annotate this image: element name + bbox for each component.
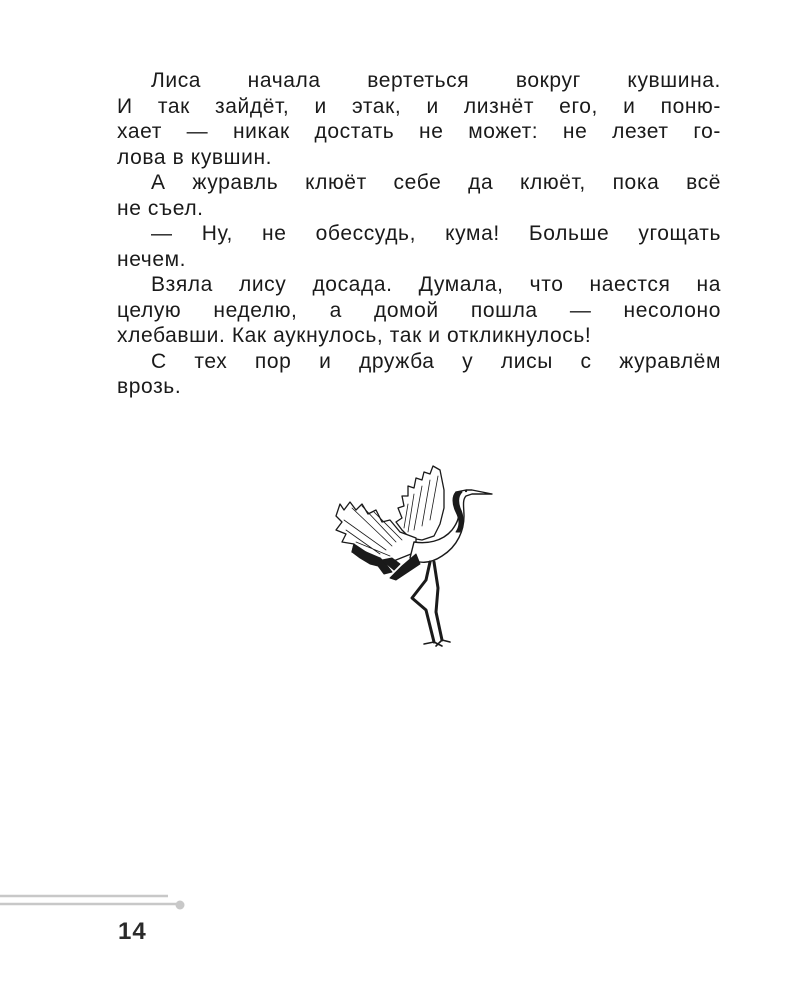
text-line: Взяла лису досада. Думала, что наестся на (151, 273, 721, 296)
story-text (117, 68, 721, 400)
text-line: хлебавши. Как аукнулось, так и откликнулось! (117, 324, 592, 347)
text-line: Лиса начала вертеться вокруг кувшина. (151, 69, 721, 92)
text-line: лова в кувшин. (117, 145, 273, 169)
text-line: — Ну, не обессудь, кума! Больше угощать (151, 222, 721, 245)
text-line: И так зайдёт, и этак, и лизнёт его, и поню- (117, 94, 721, 118)
text-line: хает — никак достать не может: не лезет го- (117, 120, 721, 143)
footer-rule (0, 892, 190, 912)
text-line: целую неделю, а домой пошла — несолоно (117, 298, 721, 322)
text-line: нечем. (117, 247, 187, 271)
text-line: С тех пор и дружба у лисы с журавлём (151, 349, 721, 373)
text-line: врозь. (117, 375, 182, 398)
text-line: А журавль клюёт себе да клюёт, пока всё (151, 171, 721, 194)
page-number: 14 (118, 918, 147, 945)
crane-illustration (330, 460, 500, 650)
crane-icon (336, 466, 492, 646)
text-line: не съел. (117, 196, 204, 220)
